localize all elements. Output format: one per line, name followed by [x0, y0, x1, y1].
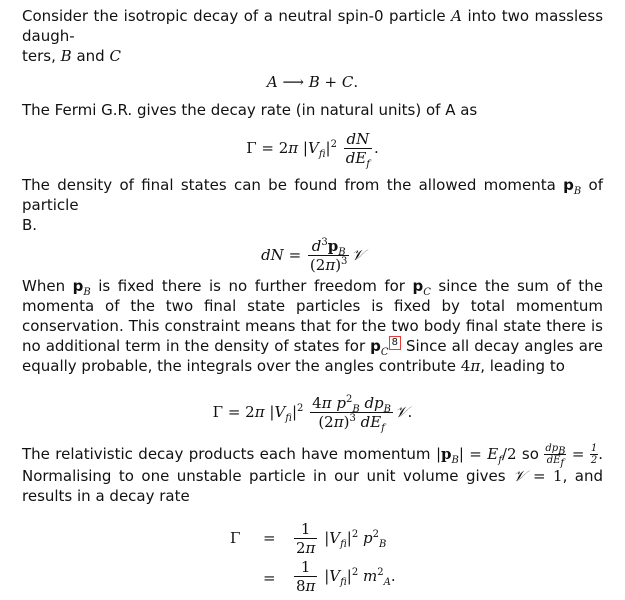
intro-paragraph: Consider the isotropic decay of a neutral spin-0 particle A into two massless daugh- ters, B and C: [22, 7, 604, 65]
fermi-rate-equation: Γ = 2π $|V_{fi}|^2$ $\frac{dN}{dE_f}$ .: [246, 130, 379, 170]
final-rate-equation: Γ = $\frac{1}{2\pi}$ $|V_{fi}|^2$ $p^2_B$ = $\frac{1}{8\pi}$ $|V_{fi}|^2$ $m^2_A$.: [230, 520, 396, 595]
density-paragraph: The density of final states can be found from the allowed momenta $p_B$ of particle B.: [22, 176, 604, 234]
momentum-paragraph: When $p_B$ is fixed there is no further freedom for $p_C$ since the sum of the momenta of the two final state particles is fixed by total momentum conservation. This constraint means that for the two body final state there is no additional term in the density of states for $p_C8$ Since all decay angles are equally probable, the integrals over the angles contribute 4π, leading to: [22, 277, 604, 375]
fermi-paragraph: The Fermi G.R. gives the decay rate (in natural units) of A as: [22, 101, 478, 119]
decay-equation: A ⟶ B + C.: [266, 73, 359, 91]
integrated-rate-equation: Γ = 2π $|V_{fi}|^2$ $\frac{4\pi p^2_B dp_B}{(2\pi)^3 dE_f}$ 𝒱.: [212, 394, 413, 434]
footnote-ref[interactable]: 8: [389, 336, 401, 350]
relativistic-paragraph: The relativistic decay products each have momentum $|p_B| = E_f/2$ so $\frac{dp_B}{dE_f}$ = $\frac{1}{2}$ . Normalising to one unstable particle in our unit volume gives 𝒱 = 1, and results in a decay rate: [22, 443, 603, 505]
density-equation: dN = $\frac{d^3p_B}{(2\pi)^3}$ 𝒱: [261, 237, 364, 274]
